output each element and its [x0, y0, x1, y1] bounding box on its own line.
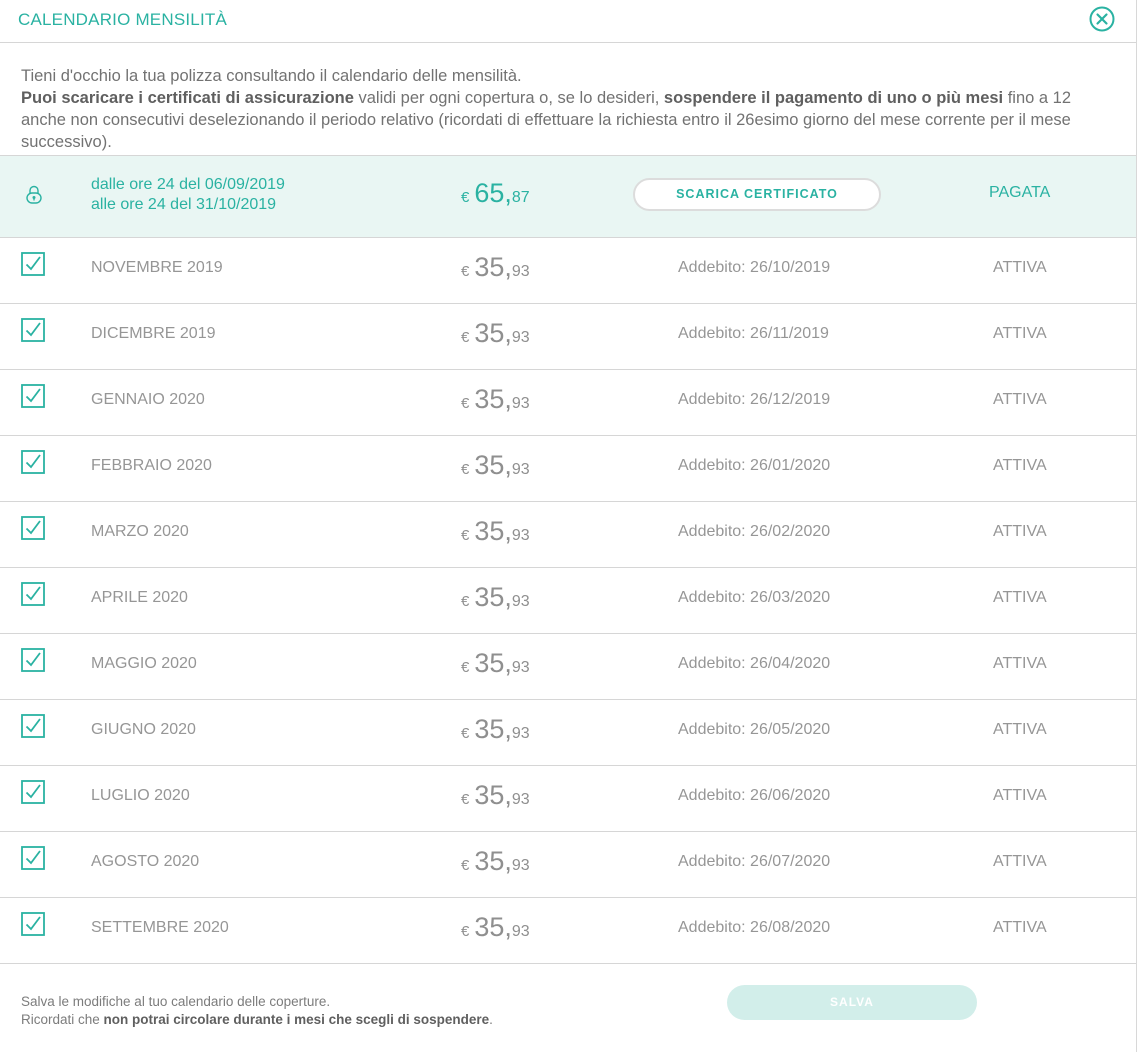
paid-amount	[461, 178, 530, 209]
charge-date: Addebito: 26/10/2019	[678, 259, 831, 276]
checkbox-checked-icon[interactable]	[21, 450, 45, 474]
footer-note-2-post: .	[489, 1012, 493, 1027]
amount-integer: 35,	[474, 714, 512, 744]
month-label: GIUGNO 2020	[91, 721, 196, 738]
amount-decimal: 93	[511, 791, 530, 808]
amount-integer: 35,	[474, 582, 512, 612]
intro-bold-suspend: sospendere il pagamento di uno o più mesi	[663, 89, 1004, 107]
month-amount	[461, 450, 530, 481]
paid-period	[91, 175, 285, 215]
amount-decimal: 93	[511, 659, 530, 676]
month-label: LUGLIO 2020	[91, 787, 190, 804]
intro-text	[0, 43, 1136, 156]
month-amount	[461, 648, 530, 679]
status-badge: ATTIVA	[993, 457, 1047, 474]
amount-integer: 65,	[474, 178, 512, 208]
month-row	[0, 766, 1136, 832]
charge-date: Addebito: 26/11/2019	[678, 325, 829, 342]
status-badge: ATTIVA	[993, 787, 1047, 804]
month-label: MAGGIO 2020	[91, 655, 197, 672]
status-badge: ATTIVA	[993, 853, 1047, 870]
checkbox-checked-icon[interactable]	[21, 846, 45, 870]
currency-symbol: €	[461, 527, 470, 544]
currency-symbol: €	[461, 923, 470, 940]
month-amount	[461, 516, 530, 547]
currency-symbol: €	[461, 189, 470, 206]
status-badge: ATTIVA	[993, 523, 1047, 540]
intro-bold-certificates: Puoi scaricare i certificati di assicurazione	[21, 89, 354, 107]
status-badge: ATTIVA	[993, 589, 1047, 606]
amount-decimal: 93	[511, 527, 530, 544]
month-amount	[461, 780, 530, 811]
footer-notes	[21, 993, 493, 1029]
charge-date: Addebito: 26/03/2020	[678, 589, 831, 606]
month-row	[0, 238, 1136, 304]
currency-symbol: €	[461, 659, 470, 676]
status-badge: ATTIVA	[993, 655, 1047, 672]
charge-date: Addebito: 26/01/2020	[678, 457, 831, 474]
status-badge: ATTIVA	[993, 391, 1047, 408]
amount-decimal: 93	[511, 857, 530, 874]
period-to: alle ore 24 del 31/10/2019	[91, 196, 277, 213]
month-row	[0, 436, 1136, 502]
charge-date: Addebito: 26/08/2020	[678, 919, 831, 936]
amount-integer: 35,	[474, 846, 512, 876]
currency-symbol: €	[461, 593, 470, 610]
amount-decimal: 93	[511, 923, 530, 940]
month-label: AGOSTO 2020	[91, 853, 200, 870]
checkbox-checked-icon[interactable]	[21, 648, 45, 672]
amount-decimal: 93	[511, 329, 530, 346]
intro-text-2: validi per ogni copertura o, se lo desideri,	[353, 89, 664, 107]
charge-date: Addebito: 26/02/2020	[678, 523, 831, 540]
month-amount	[461, 318, 530, 349]
intro-line-1: Tieni d'occhio la tua polizza consultando il calendario delle mensilità.	[21, 67, 522, 85]
currency-symbol: €	[461, 791, 470, 808]
currency-symbol: €	[461, 395, 470, 412]
amount-decimal: 93	[511, 461, 530, 478]
month-label: DICEMBRE 2019	[91, 325, 216, 342]
footer-note-1: Salva le modifiche al tuo calendario delle coperture.	[21, 994, 331, 1009]
amount-decimal: 87	[511, 189, 530, 206]
month-label: SETTEMBRE 2020	[91, 919, 229, 936]
amount-integer: 35,	[474, 450, 512, 480]
month-label: MARZO 2020	[91, 523, 189, 540]
intro-text-3: fino a 12 anche non consecutivi deselezionando il periodo relativo (ricordati di effettuare la richiesta entro il 26esimo giorno del mese corrente per il mese successivo).	[21, 89, 1072, 151]
month-row	[0, 304, 1136, 370]
amount-decimal: 93	[511, 593, 530, 610]
amount-decimal: 93	[511, 263, 530, 280]
month-amount	[461, 384, 530, 415]
footer-note-2-bold: non potrai circolare durante i mesi che scegli di sospendere	[103, 1012, 490, 1027]
modal-header	[0, 0, 1136, 43]
month-label: NOVEMBRE 2019	[91, 259, 223, 276]
month-row	[0, 832, 1136, 898]
status-badge: ATTIVA	[993, 721, 1047, 738]
charge-date: Addebito: 26/05/2020	[678, 721, 831, 738]
amount-integer: 35,	[474, 516, 512, 546]
lock-icon	[25, 185, 43, 205]
status-badge: ATTIVA	[993, 259, 1047, 276]
amount-integer: 35,	[474, 318, 512, 348]
checkbox-checked-icon[interactable]	[21, 912, 45, 936]
month-row	[0, 634, 1136, 700]
intro-line-2	[21, 87, 1116, 153]
months-list	[0, 238, 1136, 964]
status-badge: ATTIVA	[993, 919, 1047, 936]
charge-date: Addebito: 26/12/2019	[678, 391, 831, 408]
month-label: APRILE 2020	[91, 589, 188, 606]
amount-decimal: 93	[511, 725, 530, 742]
month-amount	[461, 582, 530, 613]
currency-symbol: €	[461, 857, 470, 874]
month-row	[0, 898, 1136, 964]
amount-decimal: 93	[511, 395, 530, 412]
checkbox-checked-icon[interactable]	[21, 252, 45, 276]
amount-integer: 35,	[474, 780, 512, 810]
month-row	[0, 568, 1136, 634]
modal-footer	[0, 964, 1136, 1041]
currency-symbol: €	[461, 263, 470, 280]
checkbox-checked-icon[interactable]	[21, 318, 45, 342]
checkbox-checked-icon[interactable]	[21, 780, 45, 804]
checkbox-checked-icon[interactable]	[21, 516, 45, 540]
period-from: dalle ore 24 del 06/09/2019	[91, 176, 285, 193]
checkbox-checked-icon[interactable]	[21, 582, 45, 606]
paid-period-row	[0, 156, 1136, 238]
amount-integer: 35,	[474, 648, 512, 678]
amount-integer: 35,	[474, 252, 512, 282]
month-label: FEBBRAIO 2020	[91, 457, 212, 474]
charge-date: Addebito: 26/07/2020	[678, 853, 831, 870]
month-row	[0, 502, 1136, 568]
status-badge: ATTIVA	[993, 325, 1047, 342]
currency-symbol: €	[461, 329, 470, 346]
month-amount	[461, 846, 530, 877]
checkbox-checked-icon[interactable]	[21, 714, 45, 738]
month-amount	[461, 714, 530, 745]
month-amount	[461, 912, 530, 943]
footer-note-2	[21, 1011, 493, 1029]
month-row	[0, 700, 1136, 766]
charge-date: Addebito: 26/04/2020	[678, 655, 831, 672]
modal-title: CALENDARIO MENSILITÀ	[18, 10, 227, 29]
footer-note-2-pre: Ricordati che	[21, 1012, 104, 1027]
amount-integer: 35,	[474, 912, 512, 942]
save-button[interactable]: SALVA	[727, 985, 977, 1020]
month-label: GENNAIO 2020	[91, 391, 205, 408]
download-certificate-button[interactable]: SCARICA CERTIFICATO	[633, 178, 881, 211]
status-badge: PAGATA	[989, 184, 1051, 201]
currency-symbol: €	[461, 461, 470, 478]
checkbox-checked-icon[interactable]	[21, 384, 45, 408]
close-icon[interactable]	[1089, 6, 1115, 32]
charge-date: Addebito: 26/06/2020	[678, 787, 831, 804]
currency-symbol: €	[461, 725, 470, 742]
month-row	[0, 370, 1136, 436]
month-amount	[461, 252, 530, 283]
amount-integer: 35,	[474, 384, 512, 414]
